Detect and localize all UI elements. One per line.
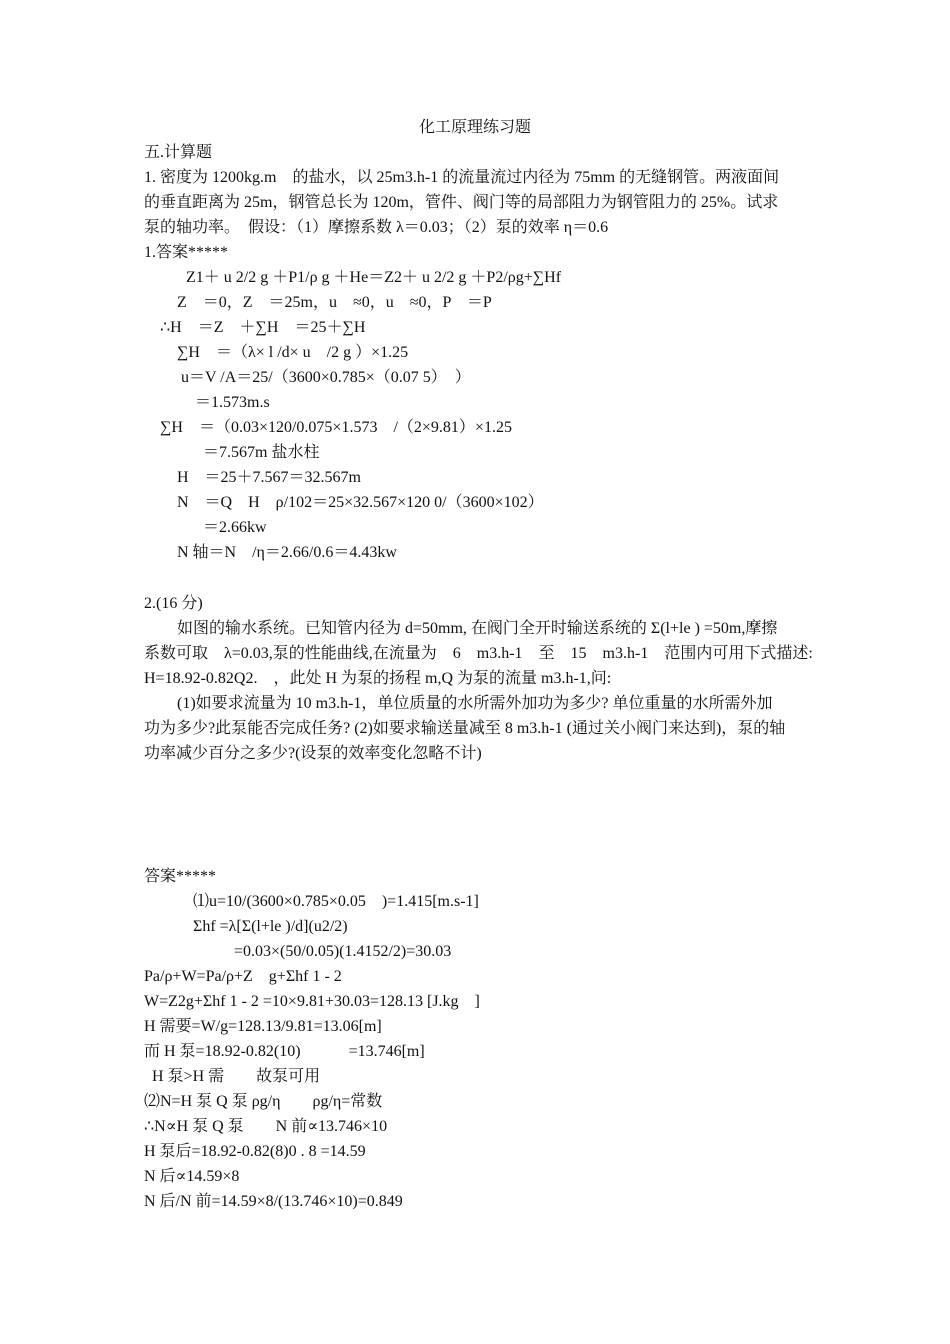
a1-line: u＝V /A＝25/（3600×0.785×（0.07 5） ）	[181, 369, 471, 386]
q1-line: 1. 密度为 1200kg.m 的盐水，以 25m3.h-1 的流量流过内径为 75mm 的无缝钢管。两液面间	[144, 169, 780, 186]
a2-line: 而 H 泵=18.92-0.82(10) =13.746[m]	[144, 1043, 425, 1060]
a2-line: N 后/N 前=14.59×8/(13.746×10)=0.849	[144, 1193, 403, 1210]
a2-line: ∴N∝H 泵 Q 泵 N 前∝13.746×10	[144, 1118, 388, 1135]
a1-line: ＝2.66kw	[203, 519, 267, 536]
q2-line: 系数可取 λ=0.03,泵的性能曲线,在流量为 6 m3.h-1 至 15 m3.h-1 范围内可用下式描述:	[144, 645, 813, 662]
q1-line: 的垂直距离为 25m，钢管总长为 120m，管件、阀门等的局部阻力为钢管阻力的 25%。试求	[144, 194, 779, 211]
a1-line: H ＝25＋7.567＝32.567m	[177, 469, 362, 486]
a1-line: Z1＋ u 2/2 g ＋P1/ρ g ＋He＝Z2＋ u 2/2 g ＋P2/ρg+∑Hf	[186, 269, 562, 286]
a1-header: 1.答案*****	[144, 244, 229, 261]
q2-line: (1)如要求流量为 10 m3.h-1，单位质量的水所需外加功为多少? 单位重量的水所需外加	[177, 695, 773, 712]
q1-line: 泵的轴功率。 假设：（1）摩擦系数 λ＝0.03；（2）泵的效率 η＝0.6	[144, 219, 609, 236]
a1-line: ∴H ＝Z ＋∑H ＝25＋∑H	[160, 319, 366, 336]
a1-line: ∑H ＝（0.03×120/0.075×1.573 /（2×9.81）×1.25	[160, 419, 512, 436]
a2-line: Pa/ρ+W=Pa/ρ+Z g+Σhf 1 - 2	[144, 968, 342, 985]
a1-line: ＝7.567m 盐水柱	[203, 444, 320, 461]
a2-line: H 泵>H 需 故泵可用	[152, 1068, 321, 1085]
section-heading: 五.计算题	[144, 144, 213, 161]
q2-header: 2.(16 分)	[144, 595, 203, 612]
a2-line: =0.03×(50/0.05)(1.4152/2)=30.03	[234, 943, 452, 960]
q2-line: 功率减少百分之多少?(设泵的效率变化忽略不计)	[144, 745, 482, 762]
q2-line: 如图的输水系统。已知管内径为 d=50mm, 在阀门全开时输送系统的 Σ(l+le ) =50m,摩擦	[177, 620, 778, 637]
page-title: 化工原理练习题	[418, 119, 531, 136]
a1-line: ＝1.573m.s	[195, 394, 270, 411]
a2-line: ⑵N=H 泵 Q 泵 ρg/η ρg/η=常数	[144, 1093, 383, 1110]
a2-line: H 泵后=18.92-0.82(8)0 . 8 =14.59	[144, 1143, 366, 1160]
a1-line: Z ＝0，Z ＝25m，u ≈0，u ≈0，P ＝P	[177, 294, 492, 311]
a1-line: N ＝Q H ρ/102＝25×32.567×120 0/（3600×102）	[177, 494, 544, 511]
a2-line: W=Z2g+Σhf 1 - 2 =10×9.81+30.03=128.13 [J.kg ]	[144, 993, 480, 1010]
a2-line: N 后∝14.59×8	[144, 1168, 240, 1185]
q2-line: 功为多少?此泵能否完成任务? (2)如要求输送量减至 8 m3.h-1 (通过关小阀门来达到)，泵的轴	[144, 720, 786, 737]
a2-line: Σhf =λ[Σ(l+le )/d](u2/2)	[193, 918, 348, 935]
a2-line: ⑴u=10/(3600×0.785×0.05 )=1.415[m.s-1]	[193, 893, 479, 910]
a1-line: ∑H ＝（λ× l /d× u /2 g ）×1.25	[177, 344, 409, 361]
a2-line: H 需要=W/g=128.13/9.81=13.06[m]	[144, 1018, 382, 1035]
a1-line: N 轴＝N /η＝2.66/0.6＝4.43kw	[177, 544, 397, 561]
a2-header: 答案*****	[144, 868, 217, 885]
q2-line: H=18.92-0.82Q2. ，此处 H 为泵的扬程 m,Q 为泵的流量 m3.h-1,问:	[144, 670, 612, 687]
